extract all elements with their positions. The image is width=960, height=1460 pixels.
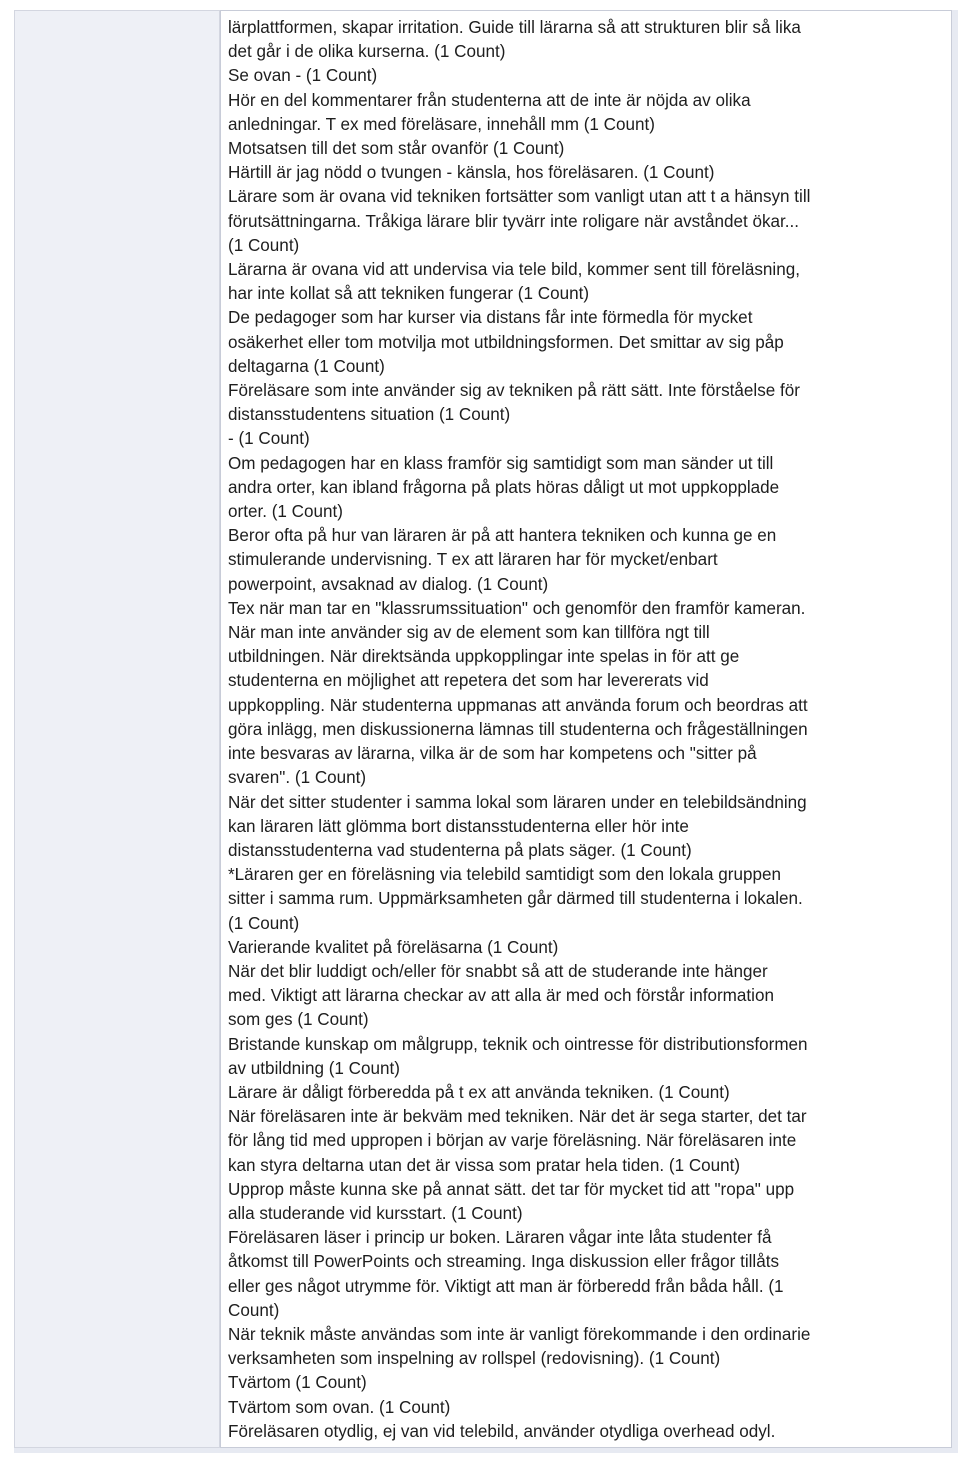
text-line: eller ges något utrymme för. Viktigt att man är förberedd från båda håll. (1 — [228, 1276, 784, 1296]
text-line: inte besvaras av lärarna, vilka är de som har kompetens och "sitter på — [228, 744, 757, 764]
text-line: distansstudentens situation (1 Count) — [228, 405, 511, 425]
text-line: stimulerande undervisning. T ex att läraren har för mycket/enbart — [228, 550, 718, 570]
text-line: - (1 Count) — [228, 429, 310, 449]
text-line: När det sitter studenter i samma lokal som läraren under en telebildsändning — [228, 792, 807, 812]
text-line: Lärare är dåligt förberedda på t ex att använda tekniken. (1 Count) — [228, 1082, 730, 1102]
text-line: har inte kollat så att tekniken fungerar (1 Count) — [228, 284, 590, 304]
text-line: Hör en del kommentarer från studenterna att de inte är nöjda av olika — [228, 90, 751, 110]
text-line: verksamheten som inspelning av rollspel (redovisning). (1 Count) — [228, 1349, 721, 1369]
text-line: Motsatsen till det som står ovanför (1 Count) — [228, 139, 565, 159]
text-line: det går i de olika kurserna. (1 Count) — [228, 42, 506, 62]
text-line: När teknik måste användas som inte är vanligt förekommande i den ordinarie — [228, 1324, 811, 1344]
text-line: alla studerande vid kursstart. (1 Count) — [228, 1203, 523, 1223]
text-line: Föreläsare som inte använder sig av tekniken på rätt sätt. Inte förståelse för — [228, 381, 800, 401]
text-line: Varierande kvalitet på föreläsarna (1 Count) — [228, 937, 559, 957]
left-column-cell — [14, 10, 220, 1448]
response-text-block — [228, 16, 944, 1444]
text-line: svaren". (1 Count) — [228, 768, 367, 788]
text-line: åtkomst till PowerPoints och streaming. Inga diskussion eller frågor tillåts — [228, 1252, 780, 1272]
text-line: som ges (1 Count) — [228, 1010, 369, 1030]
text-line: uppkoppling. När studenterna uppmanas att använda forum och beordras att — [228, 695, 808, 715]
text-line: Count) — [228, 1300, 280, 1320]
text-line: kan styra deltarna utan det är vissa som pratar hela tiden. (1 Count) — [228, 1155, 741, 1175]
text-line: Lärarna är ovana vid att undervisa via tele bild, kommer sent till föreläsning, — [228, 260, 800, 280]
text-line: osäkerhet eller tom motvilja mot utbildningsformen. Det smittar av sig påp — [228, 332, 784, 352]
text-line: lärplattformen, skapar irritation. Guide till lärarna så att strukturen blir så lika — [228, 18, 801, 37]
table-border-right — [952, 10, 958, 1448]
text-line: Tvärtom som ovan. (1 Count) — [228, 1397, 451, 1417]
text-line: kan läraren lätt glömma bort distansstudenterna eller hör inte — [228, 816, 689, 836]
text-line: med. Viktigt att lärarna checkar av att alla är med och förstår information — [228, 986, 774, 1006]
text-line: Se ovan - (1 Count) — [228, 66, 378, 86]
table-border-bottom — [14, 1448, 958, 1453]
text-line: utbildningen. När direktsända uppkopplingar inte spelas in för att ge — [228, 647, 740, 667]
text-line: De pedagoger som har kurser via distans får inte förmedla för mycket — [228, 308, 753, 328]
text-line: anledningar. T ex med föreläsare, innehåll mm (1 Count) — [228, 114, 655, 134]
text-line: *Läraren ger en föreläsning via telebild samtidigt som den lokala gruppen — [228, 865, 782, 885]
text-line: När föreläsaren inte är bekväm med tekniken. När det är sega starter, det tar — [228, 1107, 807, 1127]
text-line: När det blir luddigt och/eller för snabbt så att de studerande inte hänger — [228, 961, 768, 981]
text-line: När man inte använder sig av de element som kan tillföra ngt till — [228, 623, 710, 643]
text-line: powerpoint, avsaknad av dialog. (1 Count) — [228, 574, 549, 594]
text-line: distansstudenterna vad studenterna på plats säger. (1 Count) — [228, 840, 692, 860]
text-line: (1 Count) — [228, 235, 300, 255]
text-line: Härtill är jag nödd o tvungen - känsla, hos föreläsaren. (1 Count) — [228, 163, 715, 183]
text-line: av utbildning (1 Count) — [228, 1058, 400, 1078]
text-line: andra orter, kan ibland frågorna på plats höras dåligt ut mot uppkopplade — [228, 477, 780, 497]
text-line: Beror ofta på hur van läraren är på att hantera tekniken och kunna ge en — [228, 526, 777, 546]
text-line: sitter i samma rum. Uppmärksamheten går därmed till studenterna i lokalen. — [228, 889, 803, 909]
text-line: deltagarna (1 Count) — [228, 356, 385, 376]
text-line: Om pedagogen har en klass framför sig samtidigt som man sänder ut till — [228, 453, 774, 473]
text-line: Tex när man tar en "klassrumssituation" och genomför den framför kameran. — [228, 598, 806, 618]
text-line: Lärare som är ovana vid tekniken fortsätter som vanligt utan att t a hänsyn till — [228, 187, 811, 207]
text-line: Bristande kunskap om målgrupp, teknik och ointresse för distributionsformen — [228, 1034, 808, 1054]
text-line: orter. (1 Count) — [228, 502, 343, 522]
text-line: studenterna en möjlighet att repetera det som har levererats vid — [228, 671, 709, 691]
text-line: för lång tid med uppropen i början av varje föreläsning. När föreläsaren inte — [228, 1131, 797, 1151]
text-line: Föreläsaren otydlig, ej van vid telebild, använder otydliga overhead odyl. — [228, 1421, 776, 1441]
text-line: förutsättningarna. Tråkiga lärare blir tyvärr inte roligare när avståndet ökar... — [228, 211, 800, 231]
text-line: Tvärtom (1 Count) — [228, 1373, 367, 1393]
text-line: Upprop måste kunna ske på annat sätt. det tar för mycket tid att "ropa" upp — [228, 1179, 795, 1199]
text-line: göra inlägg, men diskussionerna lämnas till studenterna och frågeställningen — [228, 719, 808, 739]
text-line: Föreläsaren läser i princip ur boken. Läraren vågar inte låta studenter få — [228, 1228, 772, 1248]
text-line: (1 Count) — [228, 913, 300, 933]
